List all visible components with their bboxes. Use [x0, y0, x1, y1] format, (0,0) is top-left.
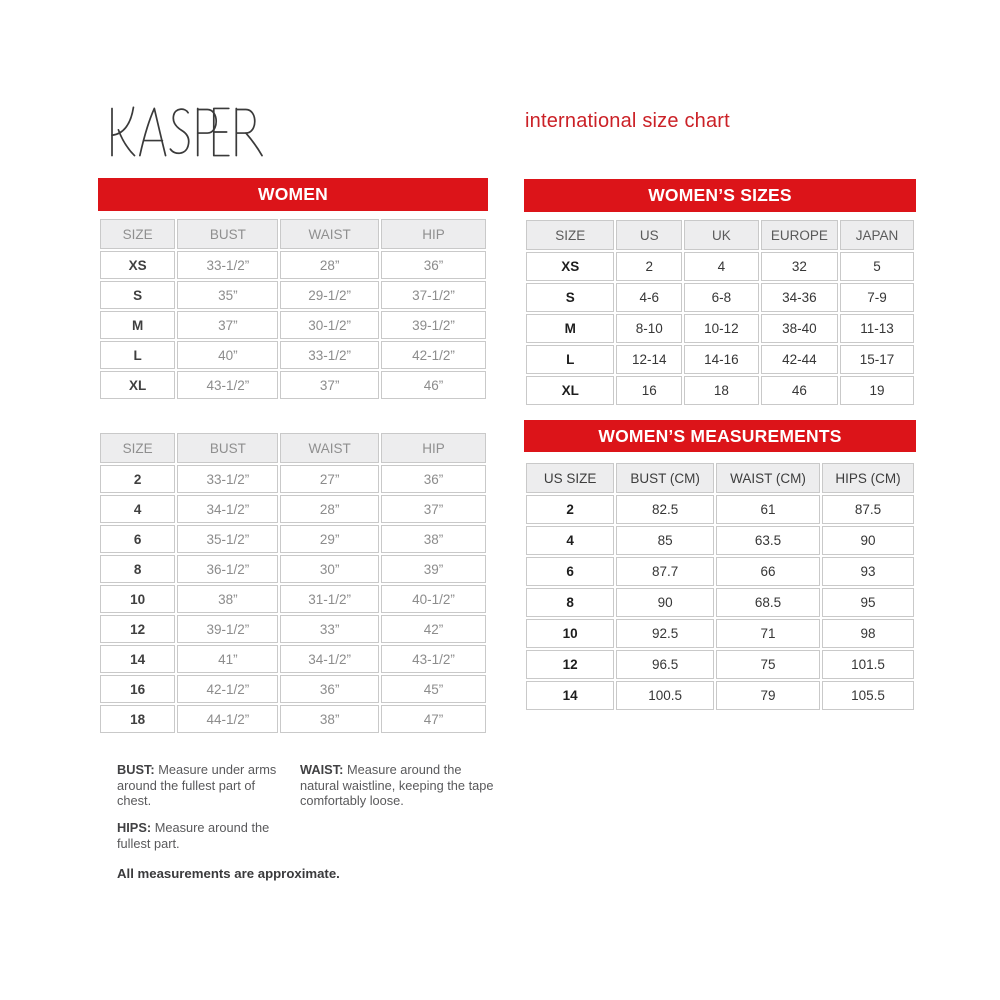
value-cell: 30”: [280, 555, 379, 583]
value-cell: 4: [684, 252, 759, 281]
value-cell: 38-40: [761, 314, 838, 343]
value-cell: 28”: [280, 495, 379, 523]
value-cell: 36”: [381, 465, 486, 493]
value-cell: 5: [840, 252, 914, 281]
column-header: SIZE: [100, 433, 175, 463]
size-cell: 12: [526, 650, 614, 679]
table-row: [526, 588, 914, 617]
value-cell: 12-14: [616, 345, 682, 374]
column-header: US SIZE: [526, 463, 614, 493]
table-row: [526, 376, 914, 405]
waist-note: [300, 762, 495, 809]
column-header: UK: [684, 220, 759, 250]
page-title: international size chart: [525, 110, 730, 132]
value-cell: 36”: [280, 675, 379, 703]
value-cell: 68.5: [716, 588, 820, 617]
value-cell: 31-1/2”: [280, 585, 379, 613]
value-cell: 32: [761, 252, 838, 281]
column-header: WAIST (CM): [716, 463, 820, 493]
womens-measurements-table: [524, 461, 916, 712]
value-cell: 38”: [381, 525, 486, 553]
table-row: [526, 619, 914, 648]
value-cell: 41”: [177, 645, 278, 673]
size-cell: 18: [100, 705, 175, 733]
table-row: [100, 615, 486, 643]
table-row: [526, 345, 914, 374]
notes-columns: [117, 762, 495, 809]
value-cell: 42-1/2”: [381, 341, 486, 369]
value-cell: 8-10: [616, 314, 682, 343]
value-cell: 40-1/2”: [381, 585, 486, 613]
size-cell: S: [100, 281, 175, 309]
value-cell: 37-1/2”: [381, 281, 486, 309]
value-cell: 36-1/2”: [177, 555, 278, 583]
womens-sizes-title-bar: WOMEN’S SIZES: [524, 179, 916, 212]
value-cell: 93: [822, 557, 914, 586]
size-cell: XS: [526, 252, 614, 281]
bust-note: [117, 762, 300, 809]
table-row: [526, 314, 914, 343]
size-cell: M: [526, 314, 614, 343]
value-cell: 14-16: [684, 345, 759, 374]
value-cell: 87.7: [616, 557, 714, 586]
kasper-logo-graphic: [103, 102, 271, 162]
value-cell: 75: [716, 650, 820, 679]
womens-sizes-table: [524, 218, 916, 407]
table-row: [100, 585, 486, 613]
value-cell: 29”: [280, 525, 379, 553]
size-cell: 4: [526, 526, 614, 555]
table-row: [100, 645, 486, 673]
value-cell: 39-1/2”: [177, 615, 278, 643]
table-row: [100, 281, 486, 309]
hips-note-label: HIPS:: [117, 820, 152, 836]
value-cell: 40”: [177, 341, 278, 369]
table-row: [100, 465, 486, 493]
value-cell: 39”: [381, 555, 486, 583]
column-header: SIZE: [526, 220, 614, 250]
value-cell: 37”: [381, 495, 486, 523]
value-cell: 44-1/2”: [177, 705, 278, 733]
value-cell: 39-1/2”: [381, 311, 486, 339]
value-cell: 37”: [177, 311, 278, 339]
size-cell: 8: [100, 555, 175, 583]
value-cell: 7-9: [840, 283, 914, 312]
value-cell: 96.5: [616, 650, 714, 679]
size-cell: 6: [526, 557, 614, 586]
table-row: [526, 526, 914, 555]
value-cell: 42”: [381, 615, 486, 643]
value-cell: 87.5: [822, 495, 914, 524]
value-cell: 33-1/2”: [177, 465, 278, 493]
size-cell: L: [526, 345, 614, 374]
value-cell: 100.5: [616, 681, 714, 710]
table-row: [526, 650, 914, 679]
column-header: WAIST: [280, 433, 379, 463]
value-cell: 33”: [280, 615, 379, 643]
bust-note-text: Measure under arms around the fullest part of chest.: [117, 762, 277, 809]
size-cell: L: [100, 341, 175, 369]
value-cell: 71: [716, 619, 820, 648]
table-row: [100, 495, 486, 523]
value-cell: 46”: [381, 371, 486, 399]
size-cell: M: [100, 311, 175, 339]
value-cell: 33-1/2”: [280, 341, 379, 369]
size-cell: 2: [526, 495, 614, 524]
table-row: [526, 252, 914, 281]
value-cell: 42-1/2”: [177, 675, 278, 703]
table-row: [100, 555, 486, 583]
womens-measurements-section: [524, 420, 916, 712]
womens-sizes-section: [524, 179, 916, 407]
table-row: [526, 681, 914, 710]
value-cell: 34-36: [761, 283, 838, 312]
value-cell: 11-13: [840, 314, 914, 343]
value-cell: 18: [684, 376, 759, 405]
hips-note: [117, 820, 300, 851]
value-cell: 36”: [381, 251, 486, 279]
measurement-notes: [117, 762, 495, 882]
size-cell: 10: [526, 619, 614, 648]
column-header: HIP: [381, 433, 486, 463]
table-row: [100, 675, 486, 703]
women-inches-numeric-table: [98, 431, 488, 735]
size-cell: 4: [100, 495, 175, 523]
table-row: [100, 251, 486, 279]
column-header: WAIST: [280, 219, 379, 249]
womens-measurements-title-bar: WOMEN’S MEASUREMENTS: [524, 420, 916, 452]
table-row: [100, 525, 486, 553]
value-cell: 43-1/2”: [381, 645, 486, 673]
value-cell: 30-1/2”: [280, 311, 379, 339]
header-row: [100, 433, 486, 463]
women-table-title-bar: WOMEN: [98, 178, 488, 211]
value-cell: 63.5: [716, 526, 820, 555]
value-cell: 10-12: [684, 314, 759, 343]
value-cell: 105.5: [822, 681, 914, 710]
value-cell: 28”: [280, 251, 379, 279]
approximate-note: All measurements are approximate.: [117, 865, 340, 881]
value-cell: 16: [616, 376, 682, 405]
size-cell: 6: [100, 525, 175, 553]
value-cell: 85: [616, 526, 714, 555]
column-header: US: [616, 220, 682, 250]
column-header: BUST (CM): [616, 463, 714, 493]
value-cell: 79: [716, 681, 820, 710]
value-cell: 46: [761, 376, 838, 405]
value-cell: 2: [616, 252, 682, 281]
women-inches-numeric-section: [98, 431, 488, 735]
value-cell: 90: [822, 526, 914, 555]
table-row: [100, 311, 486, 339]
value-cell: 38”: [177, 585, 278, 613]
value-cell: 35-1/2”: [177, 525, 278, 553]
table-row: [526, 283, 914, 312]
value-cell: 66: [716, 557, 820, 586]
value-cell: 82.5: [616, 495, 714, 524]
value-cell: 33-1/2”: [177, 251, 278, 279]
header-row: [526, 220, 914, 250]
table-row: [100, 371, 486, 399]
value-cell: 34-1/2”: [177, 495, 278, 523]
header-row: [526, 463, 914, 493]
value-cell: 98: [822, 619, 914, 648]
value-cell: 92.5: [616, 619, 714, 648]
value-cell: 6-8: [684, 283, 759, 312]
size-cell: S: [526, 283, 614, 312]
value-cell: 61: [716, 495, 820, 524]
column-header: EUROPE: [761, 220, 838, 250]
waist-note-text: Measure around the natural waistline, keeping the tape comfortably loose.: [300, 762, 494, 809]
value-cell: 101.5: [822, 650, 914, 679]
size-cell: XL: [526, 376, 614, 405]
value-cell: 95: [822, 588, 914, 617]
value-cell: 38”: [280, 705, 379, 733]
women-inches-alpha-section: [98, 178, 488, 401]
size-cell: 14: [526, 681, 614, 710]
column-header: HIPS (CM): [822, 463, 914, 493]
waist-note-label: WAIST:: [300, 762, 344, 777]
size-cell: 16: [100, 675, 175, 703]
table-row: [526, 557, 914, 586]
column-header: BUST: [177, 219, 278, 249]
value-cell: 19: [840, 376, 914, 405]
column-header: SIZE: [100, 219, 175, 249]
column-header: BUST: [177, 433, 278, 463]
value-cell: 29-1/2”: [280, 281, 379, 309]
value-cell: 42-44: [761, 345, 838, 374]
value-cell: 37”: [280, 371, 379, 399]
table-row: [526, 495, 914, 524]
size-cell: XL: [100, 371, 175, 399]
value-cell: 34-1/2”: [280, 645, 379, 673]
value-cell: 35”: [177, 281, 278, 309]
size-cell: 10: [100, 585, 175, 613]
value-cell: 47”: [381, 705, 486, 733]
size-cell: 2: [100, 465, 175, 493]
size-cell: 12: [100, 615, 175, 643]
column-header: JAPAN: [840, 220, 914, 250]
size-cell: 8: [526, 588, 614, 617]
hips-note-text: Measure around the fullest part.: [117, 820, 270, 851]
header-row: [100, 219, 486, 249]
bust-note-label: BUST:: [117, 762, 155, 777]
value-cell: 45”: [381, 675, 486, 703]
size-cell: 14: [100, 645, 175, 673]
column-header: HIP: [381, 219, 486, 249]
value-cell: 90: [616, 588, 714, 617]
women-inches-alpha-table: [98, 217, 488, 401]
value-cell: 43-1/2”: [177, 371, 278, 399]
table-row: [100, 341, 486, 369]
kasper-logo: [103, 102, 271, 162]
table-row: [100, 705, 486, 733]
size-cell: XS: [100, 251, 175, 279]
value-cell: 15-17: [840, 345, 914, 374]
value-cell: 4-6: [616, 283, 682, 312]
value-cell: 27”: [280, 465, 379, 493]
